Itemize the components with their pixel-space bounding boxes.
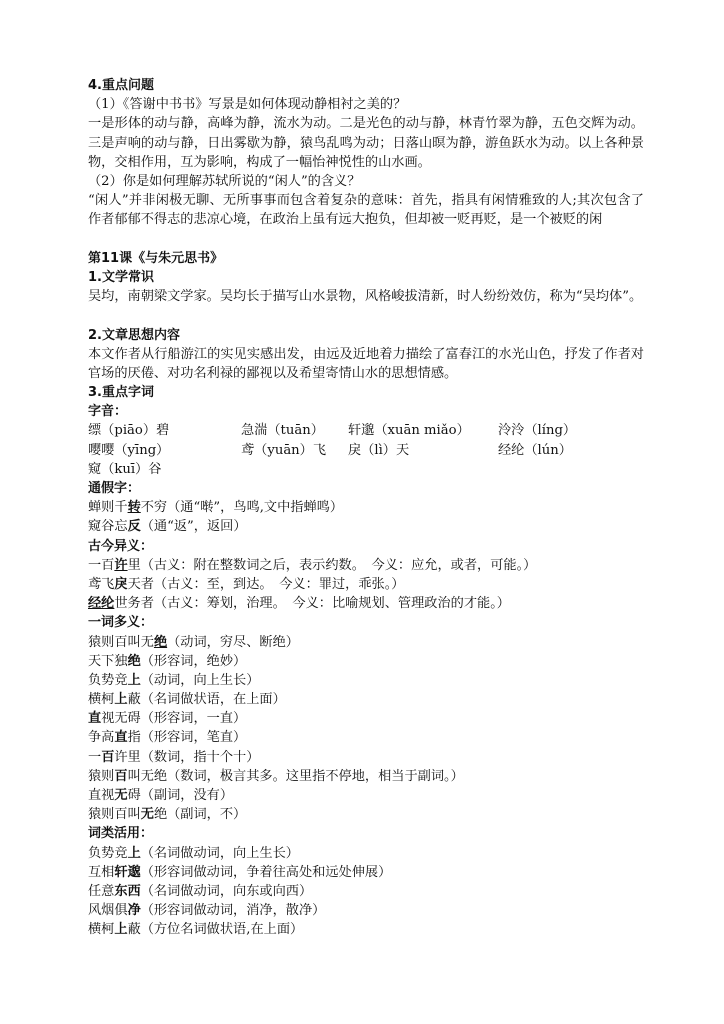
item-explanation: 世务者（古义：筹划，治理。 今义：比喻规划、管理政治的才能。） bbox=[114, 596, 510, 612]
thought-content-text: 本文作者从行船游江的实见实感出发，由远及近地着力描绘了富春江的水光山色，抒发了作者对官场的厌倦、对功名利禄的鄙视以及希望寄情山水的思想情感。 bbox=[88, 346, 644, 381]
item-explanation: 视无碍（形容词，一直） bbox=[101, 711, 247, 727]
item-prefix: 蝉则千 bbox=[88, 500, 128, 516]
question-2: （2）你是如何理解苏轼所说的“闲人”的含义？ bbox=[88, 173, 361, 189]
huoyong-item bbox=[88, 901, 644, 920]
pronunciation-title: 字音： bbox=[88, 404, 128, 420]
item-prefix: 鸢飞 bbox=[88, 576, 115, 592]
pronunciation-item: 鸢（yuān）飞 bbox=[241, 442, 327, 458]
pronunciation-item: 缥（piāo）碧 bbox=[88, 423, 170, 439]
huoyong-title: 词类活用： bbox=[88, 826, 154, 842]
pronunciation-item: 窥（kuī）谷 bbox=[88, 461, 162, 477]
duoyi-item bbox=[88, 767, 644, 786]
item-explanation: 蔽（方位名词做状语,在上面） bbox=[127, 922, 304, 938]
item-explanation: 里（古义：附在整数词之后，表示约数。 今义：应允，或者，可能。） bbox=[127, 557, 537, 573]
key-word: 无 bbox=[114, 788, 128, 804]
duoyi-item bbox=[88, 728, 644, 747]
pronunciation-row bbox=[88, 421, 644, 440]
section-4-title: 4.重点问题 bbox=[88, 78, 154, 93]
document-page bbox=[88, 76, 644, 940]
item-explanation: 绝（副词，不） bbox=[153, 807, 247, 823]
key-word: 直 bbox=[114, 730, 128, 746]
item-explanation: 许里（数词，指十个十） bbox=[114, 749, 260, 765]
item-prefix: 天下独 bbox=[88, 653, 128, 669]
key-word: 上 bbox=[114, 692, 128, 708]
key-word: 戾 bbox=[114, 576, 128, 592]
item-prefix: 争高 bbox=[88, 730, 115, 746]
key-word: 净 bbox=[127, 903, 141, 919]
key-words-title: 3.重点字词 bbox=[88, 385, 154, 401]
literary-knowledge-text: 吴均，南朝梁文学家。吴均长于描写山水景物，风格峻拔清新，时人纷纷效仿，称为“吴均体”。 bbox=[88, 289, 643, 305]
answer-2: “闲人”并非闲极无聊、无所事事而包含着复杂的意味：首先，指具有闲情雅致的人;其次包含了作者郁郁不得志的悲凉心境，在政治上虽有远大抱负，但却被一贬再贬，是一个被贬的闲 bbox=[88, 193, 644, 228]
gujin-item bbox=[88, 594, 644, 613]
literary-knowledge-title: 1.文学常识 bbox=[88, 269, 154, 285]
duoyi-item bbox=[88, 748, 644, 767]
huoyong-item bbox=[88, 863, 644, 882]
thought-content-title: 2.文章思想内容 bbox=[88, 327, 180, 343]
key-word: 上 bbox=[127, 672, 141, 688]
huoyong-item bbox=[88, 882, 644, 901]
item-prefix: 猿则 bbox=[88, 768, 115, 784]
duoyi-item bbox=[88, 633, 644, 652]
key-word: 反 bbox=[127, 519, 141, 535]
item-prefix: 窥谷忘 bbox=[88, 519, 128, 535]
pronunciation-item: 泠泠（líng） bbox=[498, 423, 577, 439]
key-word: 直 bbox=[88, 711, 102, 727]
key-word: 上 bbox=[114, 922, 128, 938]
gujin-item bbox=[88, 556, 644, 575]
lesson-11-title: 第11课《与朱元思书》 bbox=[88, 250, 224, 266]
item-prefix: 任意 bbox=[88, 883, 115, 899]
gujin-title: 古今异义： bbox=[88, 538, 154, 554]
item-explanation: （名词做动词，向上生长） bbox=[140, 845, 299, 861]
duoyi-item bbox=[88, 652, 644, 671]
tongjia-title: 通假字： bbox=[88, 481, 141, 497]
item-prefix: 风烟俱 bbox=[88, 903, 128, 919]
pronunciation-item: 轩邈（xuān miǎo） bbox=[348, 423, 470, 439]
item-prefix: 负势竞 bbox=[88, 672, 128, 688]
pronunciation-row bbox=[88, 441, 644, 460]
duoyi-item bbox=[88, 671, 644, 690]
item-explanation: 天者（古义：至，到达。 今义：罪过，乖张。） bbox=[127, 576, 405, 592]
duoyi-item bbox=[88, 786, 644, 805]
pronunciation-item: 经纶（lún） bbox=[498, 442, 572, 458]
question-1: （1）《答谢中书书》写景是如何体现动静相衬之美的？ bbox=[88, 97, 407, 113]
item-explanation: （形容词做动词，消净，散净） bbox=[140, 903, 326, 919]
item-prefix: 横柯 bbox=[88, 692, 115, 708]
key-word: 轩邈 bbox=[114, 864, 141, 880]
answer-1: 一是形体的动与静，高峰为静，流水为动。二是光色的动与静，林青竹翠为静，五色交辉为动。三是声响的动与静，日出雾歇为静，猿鸟乱鸣为动；日落山暝为静，游鱼跃水为动。以上各种景物，交相作用，互为影响，构成了一幅怡神悦性的山水画。 bbox=[88, 116, 644, 170]
item-explanation: （形容词做动词，争着往高处和远处伸展） bbox=[140, 864, 392, 880]
item-prefix: 互相 bbox=[88, 864, 115, 880]
key-word: 绝 bbox=[153, 634, 168, 650]
key-word: 绝 bbox=[127, 653, 141, 669]
pronunciation-item: 戾（lì）天 bbox=[348, 442, 410, 458]
key-word: 经纶 bbox=[88, 596, 115, 612]
duoyi-item bbox=[88, 805, 644, 824]
item-prefix: 横柯 bbox=[88, 922, 115, 938]
duoyi-title: 一词多义： bbox=[88, 615, 154, 631]
key-word: 无 bbox=[140, 807, 154, 823]
huoyong-item bbox=[88, 920, 644, 939]
key-word: 转 bbox=[127, 500, 141, 516]
item-prefix: 一 bbox=[88, 749, 102, 765]
key-word: 许 bbox=[114, 557, 128, 573]
item-explanation: 碍（副词，没有） bbox=[127, 788, 234, 804]
item-explanation: （名词做动词，向东或向西） bbox=[140, 883, 313, 899]
item-prefix: 一百 bbox=[88, 557, 115, 573]
key-word: 百 bbox=[101, 749, 115, 765]
item-explanation: （动词，穷尽、断绝） bbox=[167, 634, 299, 650]
item-explanation: （形容词，绝妙） bbox=[140, 653, 247, 669]
item-explanation: 蔽（名词做状语，在上面） bbox=[127, 692, 286, 708]
huoyong-item bbox=[88, 844, 644, 863]
item-prefix: 猿则百叫 bbox=[88, 807, 141, 823]
item-explanation: （动词，向上生长） bbox=[140, 672, 260, 688]
item-prefix: 猿则百叫无 bbox=[88, 634, 154, 650]
tongjia-item bbox=[88, 498, 644, 517]
pronunciation-item: 嘤嘤（yīng） bbox=[88, 442, 170, 458]
key-word: 东西 bbox=[114, 883, 141, 899]
item-explanation: （通“返”，返回） bbox=[140, 519, 247, 535]
gujin-item bbox=[88, 575, 644, 594]
item-prefix: 负势竞 bbox=[88, 845, 128, 861]
item-explanation: 叫无绝（数词，极言其多。这里指不停地，相当于副词。） bbox=[127, 768, 464, 784]
key-word: 上 bbox=[127, 845, 141, 861]
item-explanation: 指（形容词，笔直） bbox=[127, 730, 247, 746]
key-word: 百 bbox=[114, 768, 128, 784]
duoyi-item bbox=[88, 690, 644, 709]
pronunciation-row bbox=[88, 460, 644, 479]
item-prefix: 直视 bbox=[88, 788, 115, 804]
duoyi-item bbox=[88, 709, 644, 728]
item-explanation: 不穷（通“啭”，鸟鸣,文中指蝉鸣） bbox=[140, 500, 344, 516]
tongjia-item bbox=[88, 517, 644, 536]
pronunciation-item: 急湍（tuān） bbox=[241, 423, 324, 439]
